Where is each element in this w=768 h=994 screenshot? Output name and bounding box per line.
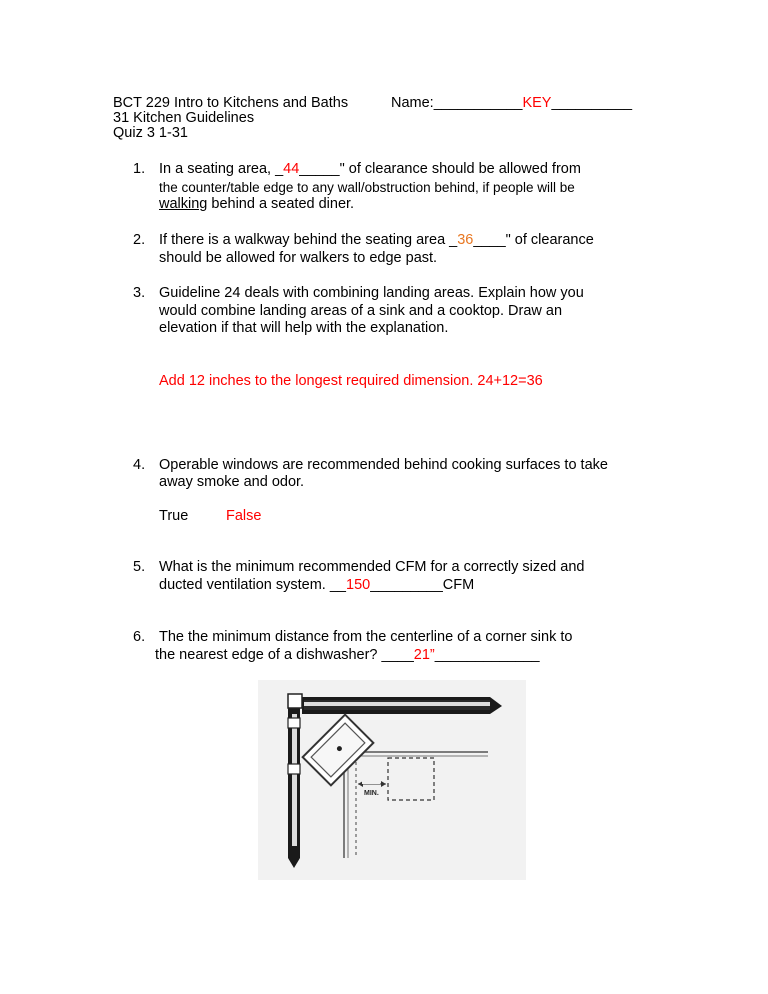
name-field xyxy=(391,94,632,113)
corner-post-left-2 xyxy=(288,764,300,774)
dishwasher-outline xyxy=(388,758,434,800)
corner-sink xyxy=(303,715,374,786)
course-title: BCT 229 Intro to Kitchens and Baths xyxy=(113,95,349,111)
q5-text-a: ducted ventilation system. __ xyxy=(159,577,346,593)
q6-line-2 xyxy=(155,646,540,665)
question-3 xyxy=(133,284,584,303)
q1-text-b: _____" of clearance should be allowed from xyxy=(299,161,581,177)
question-number: 4. xyxy=(133,457,146,473)
quiz-number: Quiz 3 1-31 xyxy=(113,125,188,141)
name-blank-pre: ___________ xyxy=(433,95,523,111)
name-blank-post: __________ xyxy=(551,95,633,111)
q1-answer: 44 xyxy=(283,161,300,177)
min-arrow-right xyxy=(381,781,386,787)
q3-line-2: would combine landing areas of a sink and a cooktop. Draw an xyxy=(159,303,563,319)
corner-post xyxy=(288,694,302,708)
q4-option-true: True xyxy=(159,508,189,524)
q3-line-3: elevation if that will help with the explanation. xyxy=(159,320,449,336)
min-label-bg xyxy=(362,780,380,784)
window-frame-left xyxy=(292,714,297,846)
corner-post-left xyxy=(288,718,300,728)
q5-line-1: What is the minimum recommended CFM for a correctly sized and xyxy=(159,559,585,575)
q1-line-3 xyxy=(159,195,354,214)
q1-line-2: the counter/table edge to any wall/obstruction behind, if people will be xyxy=(159,180,575,195)
q2-answer: 36 xyxy=(457,232,474,248)
window-frame-top xyxy=(304,702,490,706)
corner-sink-drawing xyxy=(258,680,526,880)
counter-corner-inner xyxy=(348,756,354,858)
name-value: KEY xyxy=(522,95,552,111)
question-number: 3. xyxy=(133,285,146,301)
q5-text-b: _________CFM xyxy=(370,577,475,593)
corner-sink-diagram xyxy=(258,680,526,880)
q1-text-a: In a seating area, _ xyxy=(159,161,284,177)
q4-line-1: Operable windows are recommended behind cooking surfaces to take xyxy=(159,457,608,473)
min-label: MIN. xyxy=(364,790,379,797)
q2-text-b: ____" of clearance xyxy=(473,232,594,248)
quiz-subtitle: 31 Kitchen Guidelines xyxy=(113,110,255,126)
question-number: 6. xyxy=(133,629,146,645)
question-number: 1. xyxy=(133,161,146,177)
q5-answer: 150 xyxy=(346,577,371,593)
q1-line-3-rest: behind a seated diner. xyxy=(207,196,355,212)
q1-underlined-word: walking xyxy=(159,196,208,212)
q2-text-a: If there is a walkway behind the seating area _ xyxy=(159,232,458,248)
q6-text-b: _____________ xyxy=(434,647,540,663)
question-6 xyxy=(133,628,572,647)
q3-line-1: Guideline 24 deals with combining landing areas. Explain how you xyxy=(159,285,584,301)
question-number: 5. xyxy=(133,559,146,575)
q6-text-a: the nearest edge of a dishwasher? ____ xyxy=(155,647,414,663)
question-1 xyxy=(133,160,581,179)
q3-answer: Add 12 inches to the longest required dimension. 24+12=36 xyxy=(159,373,543,389)
question-number: 2. xyxy=(133,232,146,248)
q4-option-false: False xyxy=(226,508,262,524)
name-label: Name: xyxy=(391,95,434,111)
q6-answer: 21” xyxy=(413,647,435,663)
q6-line-1: The the minimum distance from the centerline of a corner sink to xyxy=(159,629,573,645)
q4-line-2: away smoke and odor. xyxy=(159,474,305,490)
q5-line-2 xyxy=(159,576,474,595)
question-2 xyxy=(133,231,594,250)
q2-line-2: should be allowed for walkers to edge past. xyxy=(159,250,438,266)
question-5 xyxy=(133,558,584,577)
